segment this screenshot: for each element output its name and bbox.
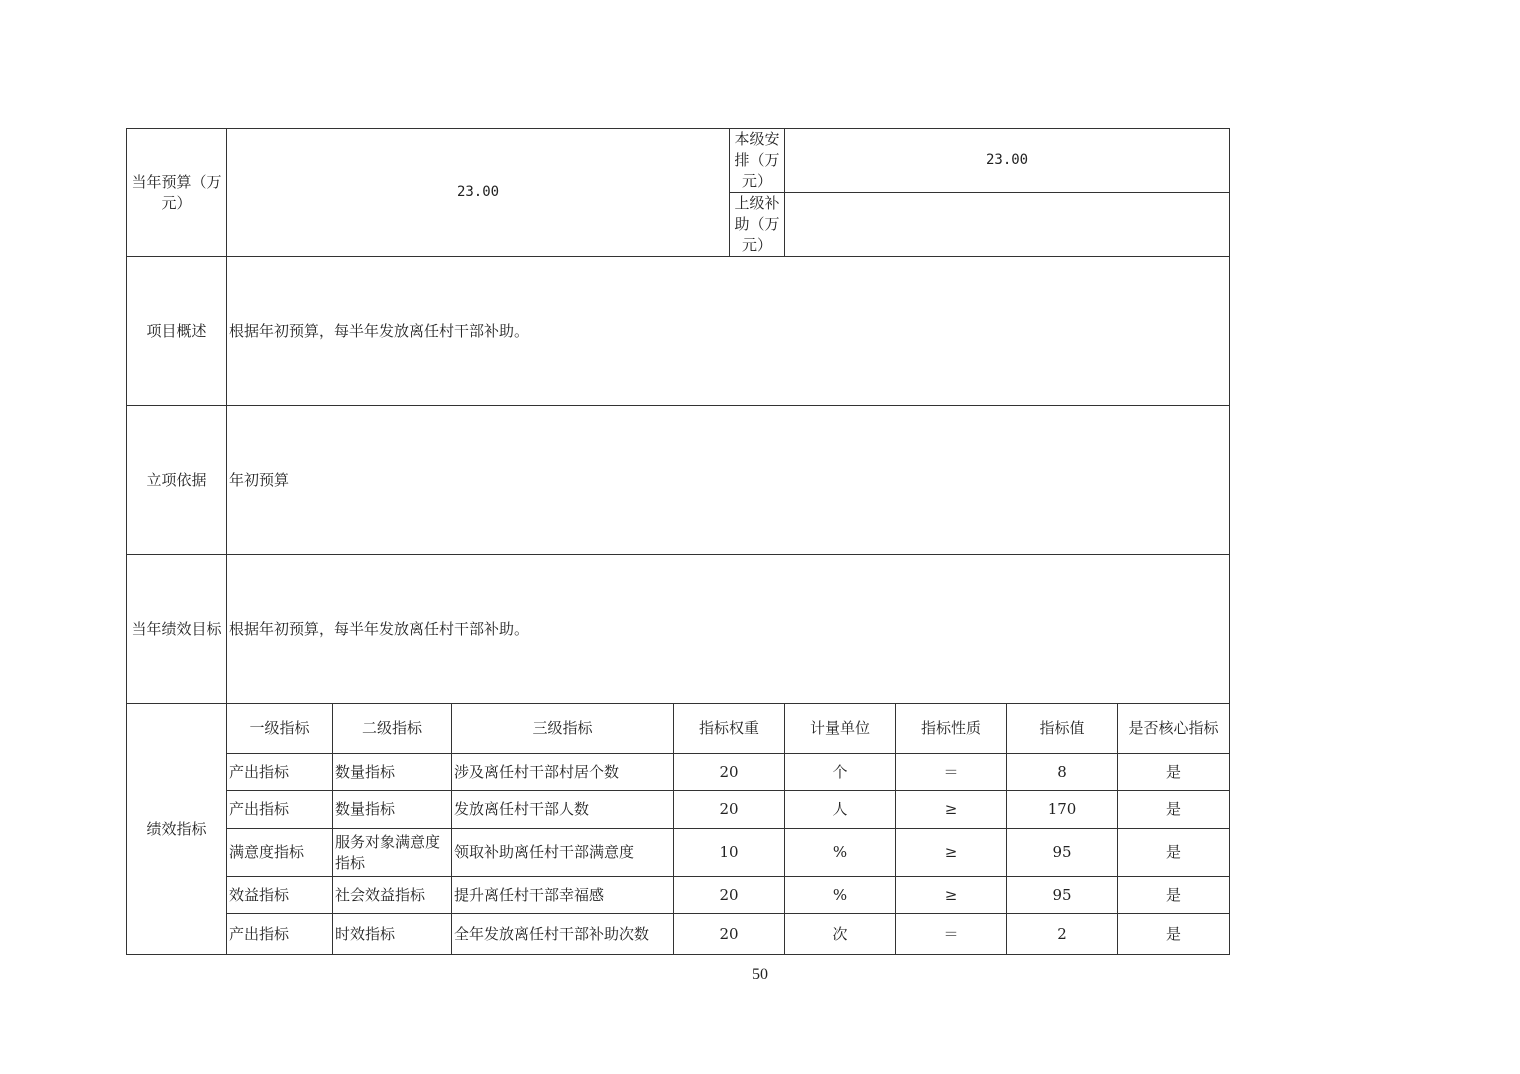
indicator-core: 是 bbox=[1118, 877, 1230, 914]
overview-label: 项目概述 bbox=[127, 257, 227, 406]
indicator-level3: 发放离任村干部人数 bbox=[452, 791, 674, 829]
indicator-nature: ＝ bbox=[896, 754, 1007, 791]
indicator-core: 是 bbox=[1118, 829, 1230, 877]
performance-target-table bbox=[126, 128, 1230, 955]
goal-label: 当年绩效目标 bbox=[127, 555, 227, 704]
indicator-level2: 时效指标 bbox=[333, 914, 452, 955]
header-weight: 指标权重 bbox=[674, 704, 785, 754]
basis-label: 立项依据 bbox=[127, 406, 227, 555]
indicator-row bbox=[127, 754, 1230, 791]
superior-subsidy-label: 上级补助（万元） bbox=[730, 193, 785, 257]
indicator-level2: 社会效益指标 bbox=[333, 877, 452, 914]
indicator-row bbox=[127, 877, 1230, 914]
basis-row bbox=[127, 406, 1230, 555]
indicator-weight: 20 bbox=[674, 754, 785, 791]
indicator-level2: 服务对象满意度指标 bbox=[333, 829, 452, 877]
indicator-level3: 提升离任村干部幸福感 bbox=[452, 877, 674, 914]
indicator-weight: 10 bbox=[674, 829, 785, 877]
indicator-nature: ≥ bbox=[896, 829, 1007, 877]
indicator-nature: ≥ bbox=[896, 791, 1007, 829]
indicator-weight: 20 bbox=[674, 914, 785, 955]
goal-text: 根据年初预算，每半年发放离任村干部补助。 bbox=[227, 555, 1230, 704]
header-level2: 二级指标 bbox=[333, 704, 452, 754]
overview-row bbox=[127, 257, 1230, 406]
indicator-unit: % bbox=[785, 829, 896, 877]
page-number: 50 bbox=[752, 966, 768, 983]
indicator-value: 2 bbox=[1007, 914, 1118, 955]
indicator-unit: 次 bbox=[785, 914, 896, 955]
indicator-level2: 数量指标 bbox=[333, 754, 452, 791]
indicator-value: 95 bbox=[1007, 829, 1118, 877]
header-value: 指标值 bbox=[1007, 704, 1118, 754]
indicator-nature: ＝ bbox=[896, 914, 1007, 955]
budget-row-local bbox=[127, 129, 1230, 193]
header-core: 是否核心指标 bbox=[1118, 704, 1230, 754]
indicator-nature: ≥ bbox=[896, 877, 1007, 914]
indicator-level1: 满意度指标 bbox=[227, 829, 333, 877]
indicator-value: 95 bbox=[1007, 877, 1118, 914]
header-level3: 三级指标 bbox=[452, 704, 674, 754]
indicator-weight: 20 bbox=[674, 791, 785, 829]
indicator-level3: 涉及离任村干部村居个数 bbox=[452, 754, 674, 791]
indicator-weight: 20 bbox=[674, 877, 785, 914]
indicator-core: 是 bbox=[1118, 791, 1230, 829]
local-arrangement-label: 本级安排（万元） bbox=[730, 129, 785, 193]
local-arrangement-value: 23.00 bbox=[785, 129, 1230, 193]
indicator-level1: 产出指标 bbox=[227, 791, 333, 829]
indicator-value: 170 bbox=[1007, 791, 1118, 829]
indicator-header-row bbox=[127, 704, 1230, 754]
indicator-level3: 全年发放离任村干部补助次数 bbox=[452, 914, 674, 955]
indicator-row bbox=[127, 829, 1230, 877]
indicator-unit: % bbox=[785, 877, 896, 914]
goal-row bbox=[127, 555, 1230, 704]
indicator-level1: 产出指标 bbox=[227, 754, 333, 791]
header-level1: 一级指标 bbox=[227, 704, 333, 754]
indicator-level3: 领取补助离任村干部满意度 bbox=[452, 829, 674, 877]
overview-text: 根据年初预算，每半年发放离任村干部补助。 bbox=[227, 257, 1230, 406]
indicator-level2: 数量指标 bbox=[333, 791, 452, 829]
indicator-unit: 人 bbox=[785, 791, 896, 829]
indicator-core: 是 bbox=[1118, 914, 1230, 955]
indicator-unit: 个 bbox=[785, 754, 896, 791]
basis-text: 年初预算 bbox=[227, 406, 1230, 555]
superior-subsidy-value bbox=[785, 193, 1230, 257]
annual-budget-label: 当年预算（万元） bbox=[127, 129, 227, 257]
indicator-core: 是 bbox=[1118, 754, 1230, 791]
indicator-row bbox=[127, 914, 1230, 955]
indicators-label: 绩效指标 bbox=[127, 704, 227, 955]
indicator-level1: 效益指标 bbox=[227, 877, 333, 914]
header-unit: 计量单位 bbox=[785, 704, 896, 754]
indicator-level1: 产出指标 bbox=[227, 914, 333, 955]
indicator-row bbox=[127, 791, 1230, 829]
header-nature: 指标性质 bbox=[896, 704, 1007, 754]
annual-budget-value: 23.00 bbox=[227, 129, 730, 257]
indicator-value: 8 bbox=[1007, 754, 1118, 791]
